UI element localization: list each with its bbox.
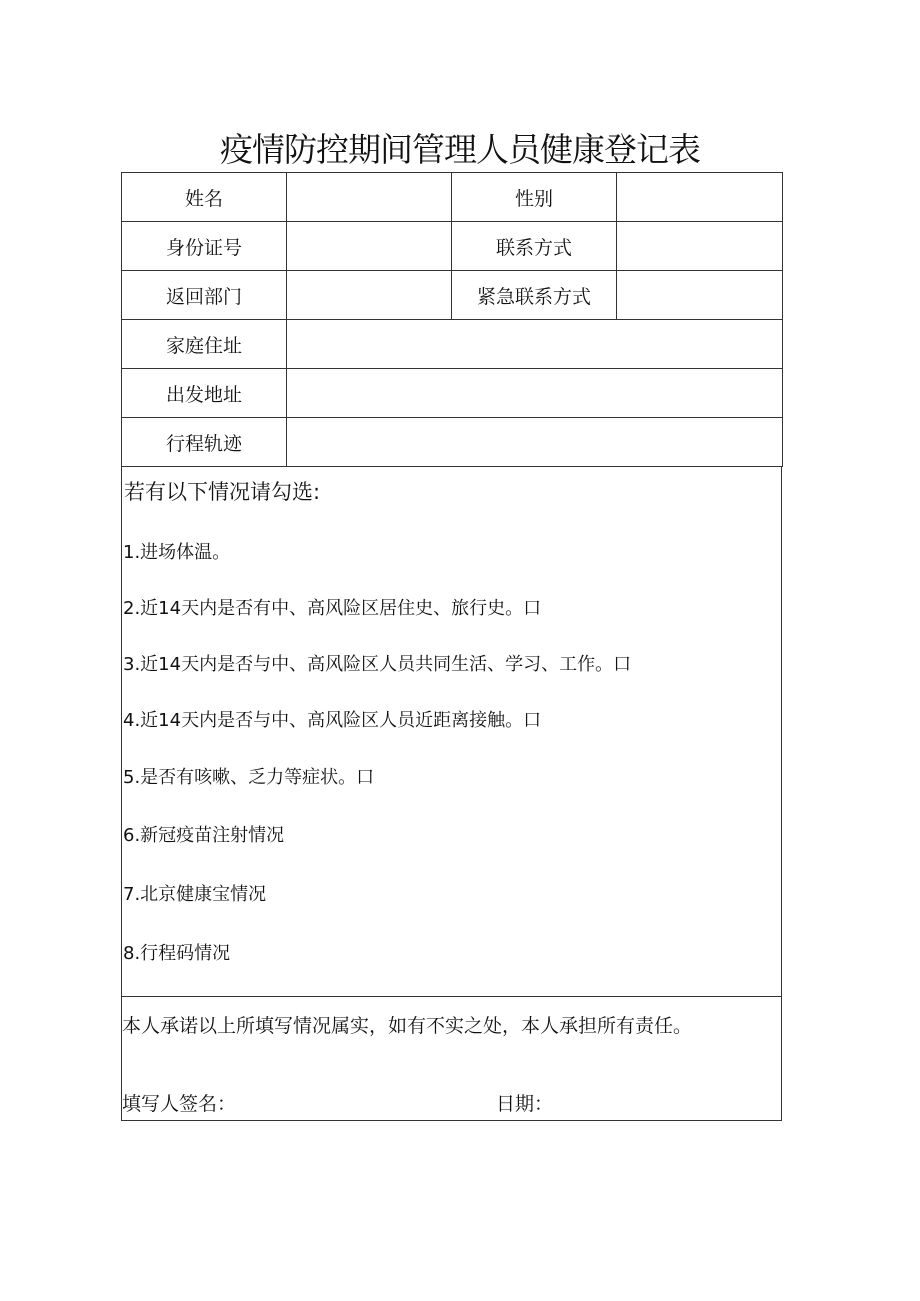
departure-address-field[interactable] — [287, 369, 783, 418]
signature-label: 填写人签名： — [122, 1093, 237, 1115]
checklist-heading: 若有以下情况请勾选: — [124, 480, 321, 504]
table-row — [122, 271, 783, 320]
checklist-item[interactable]: 3.近14天内是否与中、高风险区人员共同生活、学习、工作。口 — [123, 654, 632, 675]
name-label: 姓名 — [122, 173, 287, 222]
name-field[interactable] — [287, 173, 452, 222]
trajectory-field[interactable] — [287, 418, 783, 467]
checklist-item[interactable]: 1.进场体温。 — [123, 542, 231, 563]
checklist-item[interactable]: 4.近14天内是否与中、高风险区人员近距离接触。口 — [123, 710, 542, 731]
table-row — [122, 173, 783, 222]
contact-field[interactable] — [617, 222, 783, 271]
home-address-label: 家庭住址 — [122, 320, 287, 369]
info-table — [121, 172, 783, 467]
table-row — [122, 320, 783, 369]
gender-label: 性别 — [452, 173, 617, 222]
id-number-label: 身份证号 — [122, 222, 287, 271]
department-field[interactable] — [287, 271, 452, 320]
emergency-contact-field[interactable] — [617, 271, 783, 320]
table-row — [122, 369, 783, 418]
form-title: 疫情防控期间管理人员健康登记表 — [220, 130, 700, 169]
checklist-item[interactable]: 2.近14天内是否有中、高风险区居住史、旅行史。口 — [123, 598, 542, 619]
pledge-section — [121, 996, 782, 1121]
checklist-item[interactable]: 6.新冠疫苗注射情况 — [123, 825, 285, 846]
id-number-field[interactable] — [287, 222, 452, 271]
checklist-section — [121, 466, 782, 997]
checklist-item[interactable]: 7.北京健康宝情况 — [123, 884, 267, 905]
home-address-field[interactable] — [287, 320, 783, 369]
department-label: 返回部门 — [122, 271, 287, 320]
departure-address-label: 出发地址 — [122, 369, 287, 418]
table-row — [122, 418, 783, 467]
checklist-item[interactable]: 8.行程码情况 — [123, 943, 231, 964]
emergency-contact-label: 紧急联系方式 — [452, 271, 617, 320]
contact-label: 联系方式 — [452, 222, 617, 271]
date-label: 日期： — [496, 1093, 554, 1115]
checklist-item[interactable]: 5.是否有咳嗽、乏力等症状。口 — [123, 767, 375, 788]
pledge-statement: 本人承诺以上所填写情况属实，如有不实之处，本人承担所有责任。 — [122, 1015, 693, 1037]
trajectory-label: 行程轨迹 — [122, 418, 287, 467]
table-row — [122, 222, 783, 271]
gender-field[interactable] — [617, 173, 783, 222]
